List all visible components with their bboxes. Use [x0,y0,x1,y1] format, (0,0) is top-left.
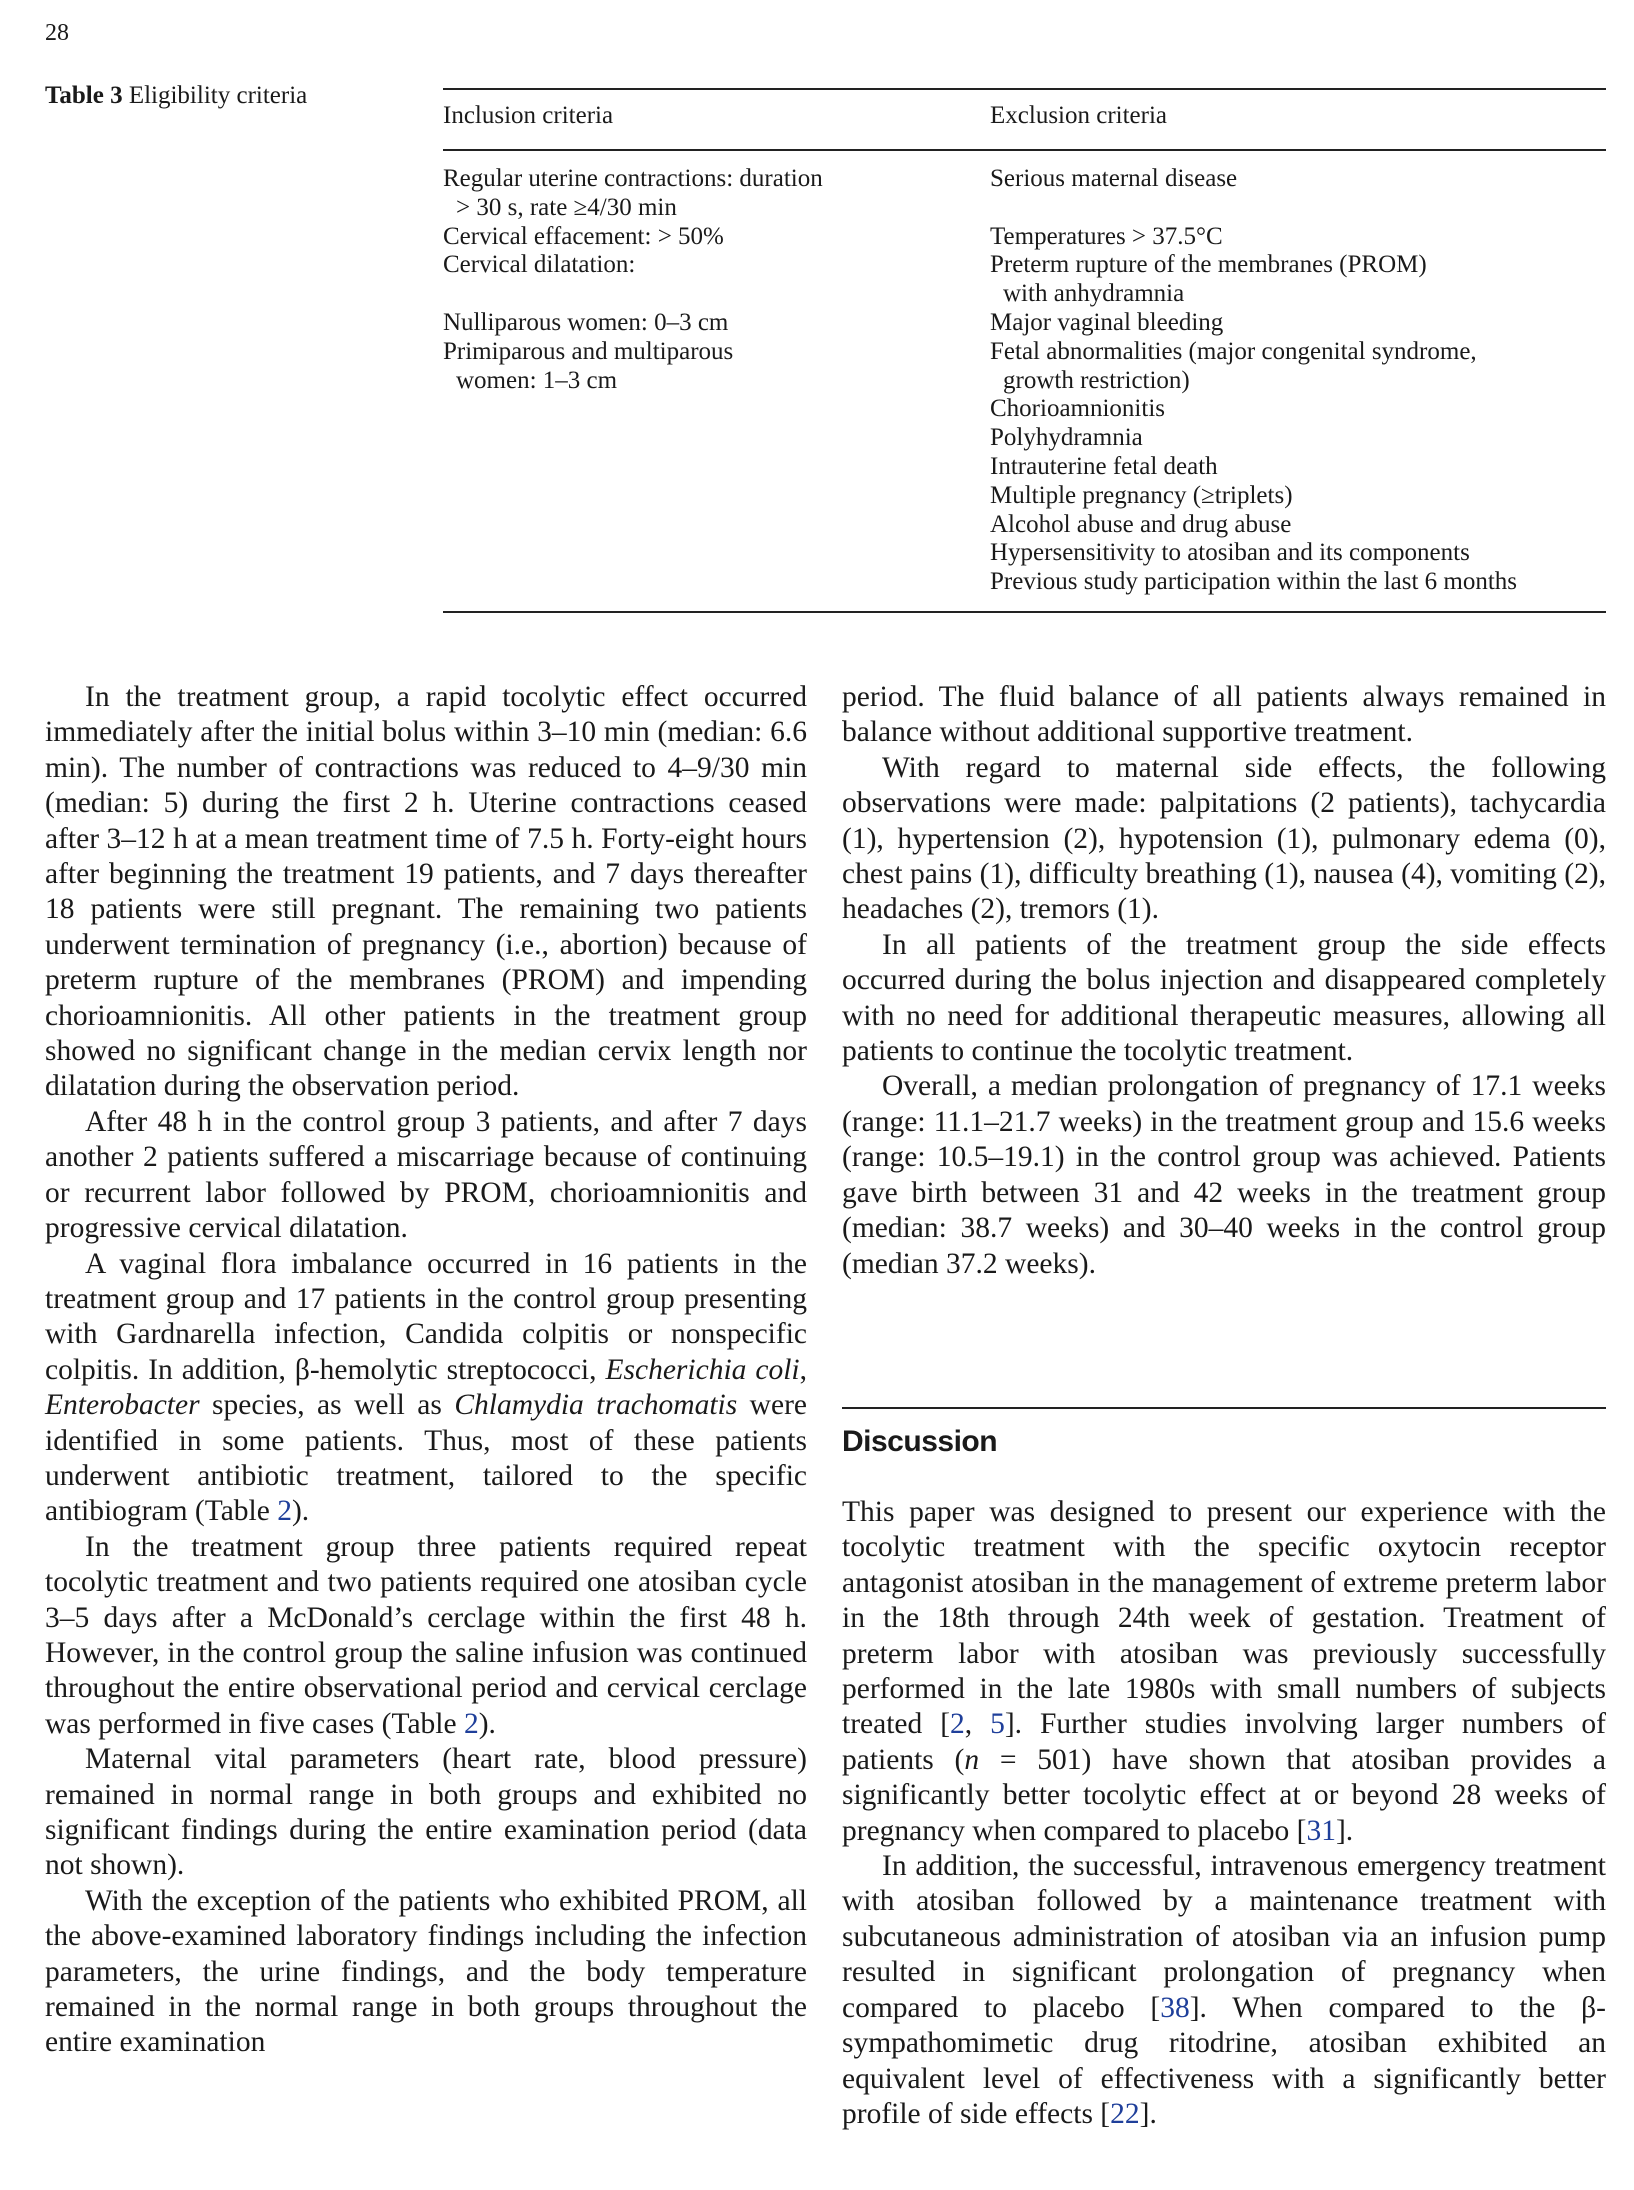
paragraph: Overall, a median prolongation of pregnancy of 17.1 weeks (range: 11.1–21.7 weeks) in the treatment group and 15.6 weeks (range: 10.5–19.1) in the control group was achieved. Patients gave birth between 31 and 42 weeks in the treatment group (median: 38.7 weeks) and 30–40 weeks in the control group (median 37.2 weeks). [842,1070,1606,1280]
inclusion-item: Nulliparous women: 0–3 cm [443,308,729,336]
exclusion-item: Major vaginal bleeding [990,308,1224,336]
citation-link[interactable]: 2 [950,1708,965,1741]
paragraph: In the treatment group three patients required repeat tocolytic treatment and two patients required one atosiban cycle 3–5 days after a McDonald’s cerclage within the first 48 h. However, in the control group the saline infusion was continued throughout the entire observational period and cervical cerclage was performed in five cases (Table 2). [45,1530,807,1740]
species-name: Chlamydia trachomatis [454,1389,738,1422]
exclusion-item: Hypersensitivity to atosiban and its components [990,539,1470,567]
section-divider [842,1407,1606,1409]
exclusion-item: Polyhydramnia [990,424,1143,452]
variable-n: n [964,1743,980,1776]
exclusion-item: Previous study participation within the last 6 months [990,568,1518,596]
table-header-rule [443,149,1606,151]
inclusion-item: Regular uterine contractions: duration > 30 s, rate ≥4/30 min [443,165,823,221]
paragraph: After 48 h in the control group 3 patients, and after 7 days another 2 patients suffered a miscarriage because of continuing or recurrent labor followed by PROM, chorioamnionitis and progressive cervical dilatation. [45,1105,807,1245]
exclusion-item: Temperatures > 37.5°C [990,222,1223,250]
discussion-body [842,1495,1606,2132]
table-reference-link[interactable]: 2 [463,1707,479,1740]
exclusion-criteria-list [990,165,1610,597]
citation-link[interactable]: 31 [1306,1814,1336,1847]
inclusion-item: Primiparous and multiparous women: 1–3 cm [443,337,734,394]
inclusion-criteria-list [443,165,963,395]
exclusion-header: Exclusion criteria [990,102,1168,129]
inclusion-item: Cervical dilatation: [443,251,636,279]
paragraph: Maternal vital parameters (heart rate, blood pressure) remained in normal range in both groups and exhibited no significant findings during the entire examination period (data not shown). [45,1743,807,1882]
table-title: Eligibility criteria [128,82,308,109]
table-bottom-rule [443,611,1606,613]
paragraph: period. The fluid balance of all patients always remained in balance without additional supportive treatment. [842,681,1606,749]
exclusion-item: Intrauterine fetal death [990,452,1218,480]
citation-link[interactable]: 22 [1110,2097,1140,2130]
paragraph: In all patients of the treatment group the side effects occurred during the bolus injection and disappeared completely with no need for additional therapeutic measures, allowing all patients to continue the tocolytic treatment. [842,928,1606,1068]
table-reference-link[interactable]: 2 [277,1495,292,1528]
left-text-column [45,680,807,2061]
exclusion-item: Alcohol abuse and drug abuse [990,510,1292,538]
table-top-rule [443,88,1606,90]
table-label: Table 3 [45,82,123,109]
exclusion-item: Fetal abnormalities (major congenital syndrome, growth restriction) [990,337,1477,394]
exclusion-item: Serious maternal disease [990,165,1238,192]
discussion-heading: Discussion [842,1425,998,1458]
inclusion-header: Inclusion criteria [443,102,614,129]
exclusion-item: Multiple pregnancy (≥triplets) [990,481,1293,509]
exclusion-item: Chorioamnionitis [990,395,1165,423]
paragraph: In the treatment group, a rapid tocolytic effect occurred immediately after the initial bolus within 3–10 min (median: 6.6 min). The number of contractions was reduced to 4–9/30 min (median: 5) during the first 2 h. Uterine contractions ceased after 3–12 h at a mean treatment time of 7.5 h. Forty-eight hours after beginning the treatment 19 patients, and 7 days thereafter 18 patients were still pregnant. The remaining two patients underwent termination of pregnancy (i.e., abortion) because of preterm rupture of the membranes (PROM) and impending chorioamnionitis. All other patients in the treatment group showed no significant change in the median cervix length nor dilatation during the observation period. [45,681,807,1103]
species-name: Escherichia coli [605,1353,800,1386]
inclusion-item: Cervical effacement: > 50% [443,222,724,250]
paragraph: This paper was designed to present our experience with the tocolytic treatment with the specific oxytocin receptor antagonist atosiban in the management of extreme preterm labor in the 18th through 24th week of gestation. Treatment of preterm labor with atosiban was previously successfully performed in the late 1980s with small numbers of subjects treated [2, 5]. Further studies involving larger numbers of patients (n = 501) have shown that atosiban provides a significantly better tocolytic effect at or beyond 28 weeks of pregnancy when compared to placebo [31]. [842,1496,1606,1847]
right-text-column [842,680,1606,1282]
citation-link[interactable]: 38 [1160,1991,1190,2024]
exclusion-item: Preterm rupture of the membranes (PROM) with anhydramnia [990,251,1427,308]
paragraph: A vaginal flora imbalance occurred in 16 patients in the treatment group and 17 patients in the control group presenting with Gardnarella infection, Candida colpitis or nonspecific colpitis. In addition, β-hemolytic streptococci, Escherichia coli, Enterobacter species, as well as Chlamydia trachomatis were identified in some patients. Thus, most of these patients underwent antibiotic treatment, tailored to the specific antibiogram (Table 2). [45,1247,808,1528]
paragraph: With regard to maternal side effects, the following observations were made: palpitations (2 patients), tachycardia (1), hypertension (2), hypotension (1), pulmonary edema (0), chest pains (1), difficulty breathing (1), nausea (4), vomiting (2), headaches (2), tremors (1). [842,751,1606,926]
species-name: Enterobacter [45,1389,200,1422]
paragraph: In addition, the successful, intravenous emergency treatment with atosiban followed by a maintenance treatment with subcutaneous administration of atosiban via an infusion pump resulted in significant prolongation of pregnancy when compared to placebo [38]. When compared to the β-sympathomimetic drug ritodrine, atosiban exhibited an equivalent level of effectiveness with a significantly better profile of side effects [22]. [842,1850,1606,2130]
page-number: 28 [45,20,69,46]
paragraph: With the exception of the patients who exhibited PROM, all the above-examined laboratory findings including the infection parameters, the urine findings, and the body temperature remained in the normal range in both groups throughout the entire examination [45,1884,807,2059]
table-caption [45,82,307,110]
citation-link[interactable]: 5 [990,1708,1005,1741]
